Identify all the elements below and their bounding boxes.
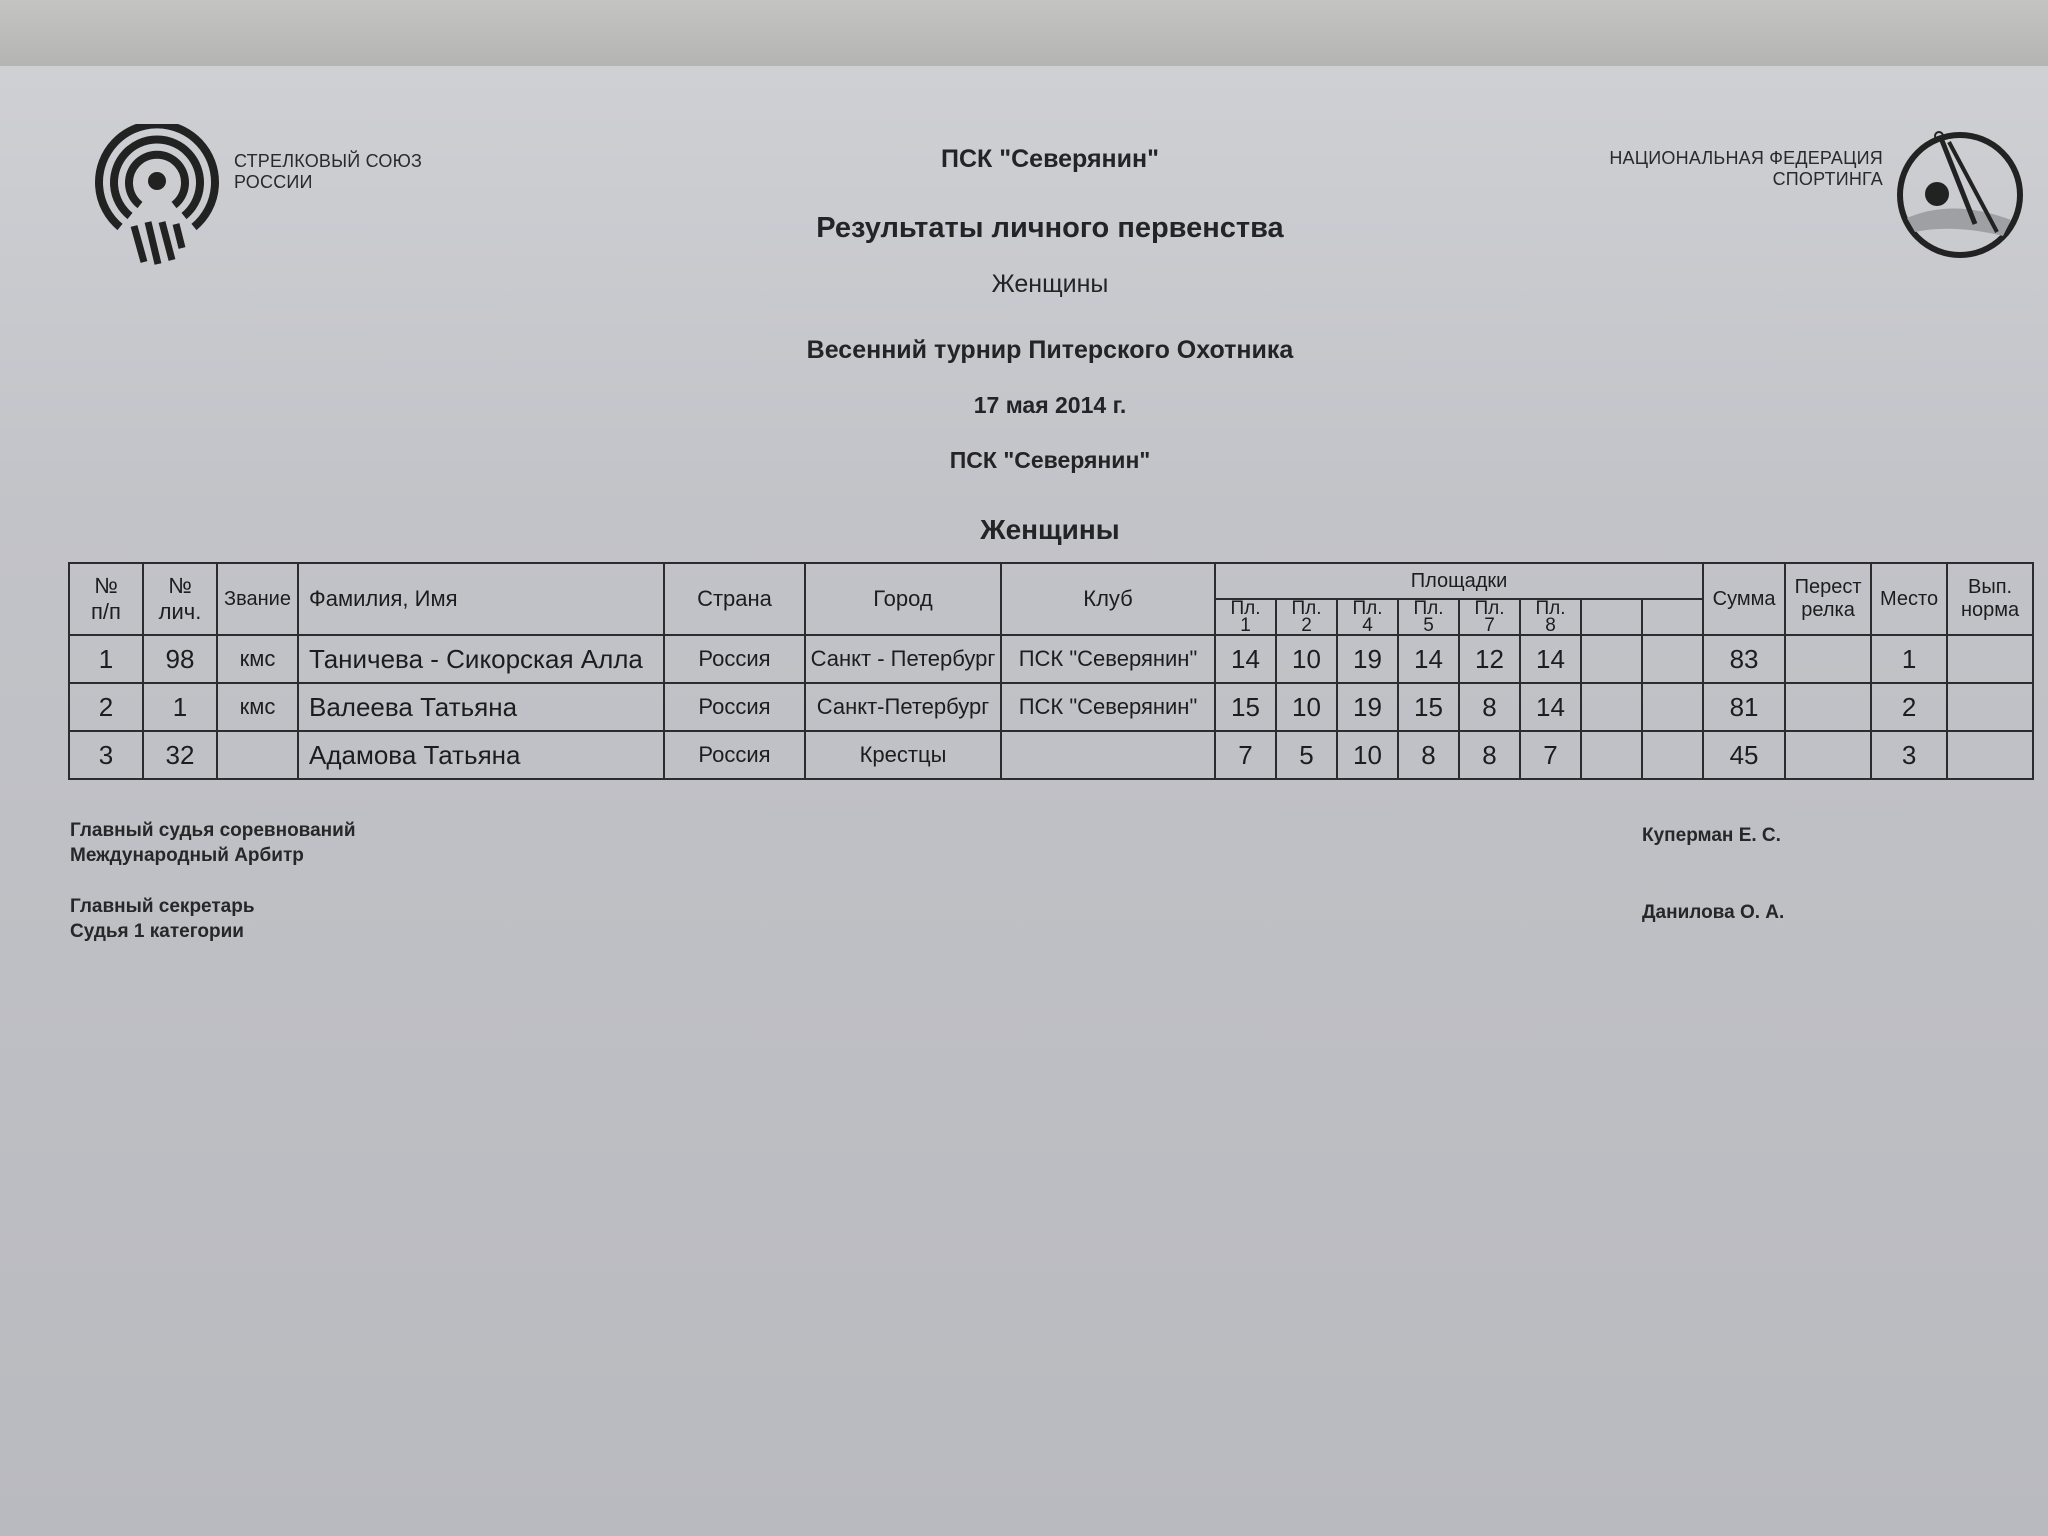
cell-num: 2 (69, 683, 143, 731)
cell-score (1642, 635, 1703, 683)
cell-score: 7 (1215, 731, 1276, 779)
col-rank-header: Звание (217, 563, 298, 635)
col-norm-header: Вып. норма (1947, 563, 2033, 635)
right-organization-name: НАЦИОНАЛЬНАЯ ФЕДЕРАЦИЯ СПОРТИНГА (1609, 148, 1883, 189)
cell-score: 12 (1459, 635, 1520, 683)
main-title: Результаты личного первенства (816, 212, 1284, 244)
cell-num: 1 (69, 635, 143, 683)
cell-sum: 83 (1703, 635, 1785, 683)
cell-score: 8 (1459, 683, 1520, 731)
table-row (69, 635, 2033, 683)
chief-judge-title: Главный судья соревнований Международный Арбитр (70, 820, 356, 866)
cell-score: 14 (1398, 635, 1459, 683)
cell-score: 8 (1398, 731, 1459, 779)
ground-label: Пл. 8 (1520, 599, 1581, 635)
col-shootoff-header: Перест релка (1785, 563, 1871, 635)
col-city-header: Город (805, 563, 1001, 635)
cell-rank: кмс (217, 635, 298, 683)
cell-lic: 1 (143, 683, 217, 731)
cell-score: 14 (1215, 635, 1276, 683)
cell-norm (1947, 731, 2033, 779)
col-place-header: Место (1871, 563, 1947, 635)
cell-num: 3 (69, 731, 143, 779)
col-club-header: Клуб (1001, 563, 1215, 635)
secretary-name: Данилова О. А. (1642, 902, 1785, 923)
cell-score: 19 (1337, 635, 1398, 683)
cell-sum: 81 (1703, 683, 1785, 731)
ground-label (1642, 599, 1703, 635)
cell-score (1581, 683, 1642, 731)
cell-score: 8 (1459, 731, 1520, 779)
cell-score: 19 (1337, 683, 1398, 731)
table-title: Женщины (980, 514, 1120, 545)
cell-score: 14 (1520, 635, 1581, 683)
chief-judge-name: Куперман Е. С. (1642, 825, 1781, 846)
cell-score: 10 (1276, 635, 1337, 683)
cell-name: Адамова Татьяна (298, 731, 664, 779)
table-row (69, 731, 2033, 779)
cell-sum: 45 (1703, 731, 1785, 779)
cell-norm (1947, 683, 2033, 731)
table-row (69, 683, 2033, 731)
cell-country: Россия (664, 635, 805, 683)
cell-club: ПСК "Северянин" (1001, 635, 1215, 683)
table-header-row (69, 563, 2033, 599)
col-name-header: Фамилия, Имя (298, 563, 664, 635)
cell-rank: кмс (217, 683, 298, 731)
cell-name: Валеева Татьяна (298, 683, 664, 731)
cell-score: 7 (1520, 731, 1581, 779)
cell-score: 10 (1337, 731, 1398, 779)
cell-score (1581, 731, 1642, 779)
cell-norm (1947, 635, 2033, 683)
cell-score: 15 (1215, 683, 1276, 731)
background-surface (0, 0, 2048, 72)
cell-score: 15 (1398, 683, 1459, 731)
cell-score (1642, 731, 1703, 779)
col-sum-header: Сумма (1703, 563, 1785, 635)
cell-country: Россия (664, 683, 805, 731)
cell-shootoff (1785, 731, 1871, 779)
cell-country: Россия (664, 731, 805, 779)
cell-lic: 98 (143, 635, 217, 683)
col-num-header: № п/п (69, 563, 143, 635)
venue-name: ПСК "Северянин" (949, 447, 1151, 473)
cell-place: 2 (1871, 683, 1947, 731)
cell-club: ПСК "Северянин" (1001, 683, 1215, 731)
tournament-name: Весенний турнир Питерского Охотника (806, 336, 1294, 364)
cell-city: Санкт - Петербург (805, 635, 1001, 683)
cell-city: Санкт-Петербург (805, 683, 1001, 731)
category-subtitle: Женщины (991, 270, 1109, 298)
col-country-header: Страна (664, 563, 805, 635)
cell-club (1001, 731, 1215, 779)
cell-shootoff (1785, 683, 1871, 731)
left-organization-name: СТРЕЛКОВЫЙ СОЮЗ РОССИИ (234, 151, 423, 192)
cell-city: Крестцы (805, 731, 1001, 779)
ground-label: Пл. 5 (1398, 599, 1459, 635)
cell-score: 14 (1520, 683, 1581, 731)
results-table (68, 562, 2034, 780)
cell-score (1581, 635, 1642, 683)
event-date: 17 мая 2014 г. (973, 392, 1127, 418)
cell-lic: 32 (143, 731, 217, 779)
cell-name: Таничева - Сикорская Алла (298, 635, 664, 683)
cell-score: 10 (1276, 683, 1337, 731)
secretary-title: Главный секретарь Судья 1 категории (70, 896, 255, 942)
col-lic-header: № лич. (143, 563, 217, 635)
cell-place: 3 (1871, 731, 1947, 779)
cell-score (1642, 683, 1703, 731)
ground-label: Пл. 1 (1215, 599, 1276, 635)
ground-label: Пл. 4 (1337, 599, 1398, 635)
ground-label: Пл. 7 (1459, 599, 1520, 635)
club-title: ПСК "Северянин" (941, 145, 1159, 173)
ground-label (1581, 599, 1642, 635)
ground-label: Пл. 2 (1276, 599, 1337, 635)
cell-place: 1 (1871, 635, 1947, 683)
col-grounds-header: Площадки (1215, 563, 1703, 599)
cell-rank (217, 731, 298, 779)
cell-score: 5 (1276, 731, 1337, 779)
cell-shootoff (1785, 635, 1871, 683)
